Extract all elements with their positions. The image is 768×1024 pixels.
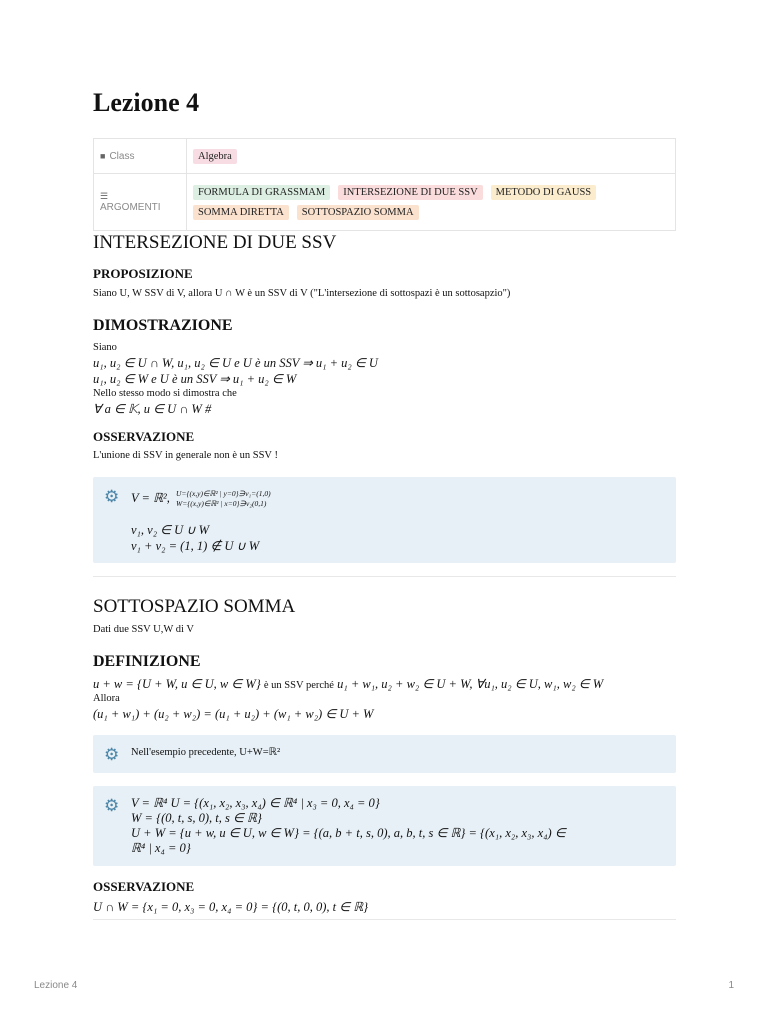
divider	[93, 576, 676, 577]
topic-tag[interactable]: SOTTOSPAZIO SOMMA	[297, 205, 419, 220]
definition-math: u₁ + w₁, u₂ + w₂ ∈ U + W, ∀u₁, u₂ ∈ U, w₁, w₂ ∈ W	[337, 677, 604, 691]
property-key-class	[94, 139, 187, 174]
proof-line: u₁, u₂ ∈ U ∩ W, u₁, u₂ ∈ U e U è un SSV ⇒ u₁ + u₂ ∈ U	[93, 356, 378, 370]
definition-line: Allora	[93, 693, 120, 704]
property-row-class	[94, 139, 676, 174]
observation-math: U ∩ W = {x₁ = 0, x₃ = 0, x₄ = 0} = {(0, t, 0, 0), t ∈ ℝ}	[93, 900, 369, 914]
section-heading: INTERSEZIONE DI DUE SSV	[93, 232, 337, 253]
property-value-topics[interactable]	[187, 174, 676, 231]
subheading: DEFINIZIONE	[93, 653, 201, 670]
page-title: Lezione 4	[93, 88, 200, 117]
subheading: PROPOSIZIONE	[93, 266, 193, 281]
subheading: OSSERVAZIONE	[93, 429, 195, 444]
proof-line: Siano	[93, 342, 117, 353]
proof-line: u₁, u₂ ∈ W e U è un SSV ⇒ u₁ + u₂ ∈ W	[93, 372, 297, 386]
proposition-text: Siano U, W SSV di V, allora U ∩ W è un SSV di V ("L'intersezione di sottospazi è un sottosapzio")	[93, 288, 511, 299]
callout-line: ℝ⁴ | x₄ = 0}	[131, 841, 191, 855]
footer-title: Lezione 4	[34, 980, 78, 991]
definition-line: (u₁ + w₁) + (u₂ + w₂) = (u₁ + u₂) + (w₁ + w₂) ∈ U + W	[93, 707, 374, 721]
callout-subset-w: W={(x,y)∈ℝ² | x=0}∋v₂(0,1)	[176, 499, 267, 508]
callout-example	[93, 477, 676, 563]
section-heading: SOTTOSPAZIO SOMMA	[93, 596, 296, 617]
gear-icon: ⚙	[104, 745, 120, 764]
list-icon: ☰	[100, 191, 109, 201]
subheading: DIMOSTRAZIONE	[93, 317, 233, 334]
topic-tag[interactable]: FORMULA DI GRASSMAM	[193, 185, 330, 200]
intro-text: Dati due SSV U,W di V	[93, 624, 194, 635]
property-label: ARGOMENTI	[100, 202, 161, 213]
gear-icon: ⚙	[104, 487, 120, 506]
class-icon: ■	[100, 150, 106, 161]
proof-line: ∀ a ∈ 𝕂, u ∈ U ∩ W #	[93, 402, 212, 416]
proof-line: Nello stesso modo si dimostra che	[93, 388, 237, 399]
gear-icon: ⚙	[104, 796, 120, 815]
definition-line	[93, 676, 603, 692]
callout-line	[131, 489, 271, 509]
callout-line: v₁, v₂ ∈ U ∪ W	[131, 523, 210, 537]
page-number: 1	[728, 980, 734, 991]
property-row-topics	[94, 174, 676, 231]
callout-math: V = ℝ²,	[131, 490, 170, 505]
property-value-class[interactable]	[187, 139, 676, 174]
definition-math: u + w = {U + W, u ∈ U, w ∈ W}	[93, 677, 261, 691]
callout-line: V = ℝ⁴ U = {(x₁, x₂, x₃, x₄) ∈ ℝ⁴ | x₃ = 0, x₄ = 0}	[131, 796, 380, 810]
definition-text: è un SSV perché	[263, 680, 334, 691]
observation-text: L'unione di SSV in generale non è un SSV !	[93, 450, 278, 461]
topic-tag[interactable]: METODO DI GAUSS	[491, 185, 596, 200]
property-key-topics	[94, 174, 187, 231]
callout-subsets	[176, 489, 271, 509]
class-tag[interactable]: Algebra	[193, 149, 237, 164]
properties-table	[93, 138, 676, 231]
topic-tag[interactable]: INTERSEZIONE DI DUE SSV	[338, 185, 482, 200]
callout-line: U + W = {u + w, u ∈ U, w ∈ W} = {(a, b + t, s, 0), a, b, t, s ∈ ℝ} = {(x₁, x₂, x₃, x₄) ∈	[131, 826, 566, 840]
callout-example	[93, 786, 676, 866]
callout-line: W = {(0, t, s, 0), t, s ∈ ℝ}	[131, 811, 262, 825]
callout-line: Nell'esempio precedente, U+W=ℝ²	[131, 747, 281, 758]
callout-subset-u: U={(x,y)∈ℝ² | y=0}∋v₁=(1,0)	[176, 489, 271, 498]
property-label: Class	[109, 150, 135, 162]
topic-tag[interactable]: SOMMA DIRETTA	[193, 205, 289, 220]
callout-line: v₁ + v₂ = (1, 1) ∉ U ∪ W	[131, 539, 260, 553]
callout-note	[93, 735, 676, 773]
divider	[93, 919, 676, 920]
subheading: OSSERVAZIONE	[93, 879, 195, 894]
